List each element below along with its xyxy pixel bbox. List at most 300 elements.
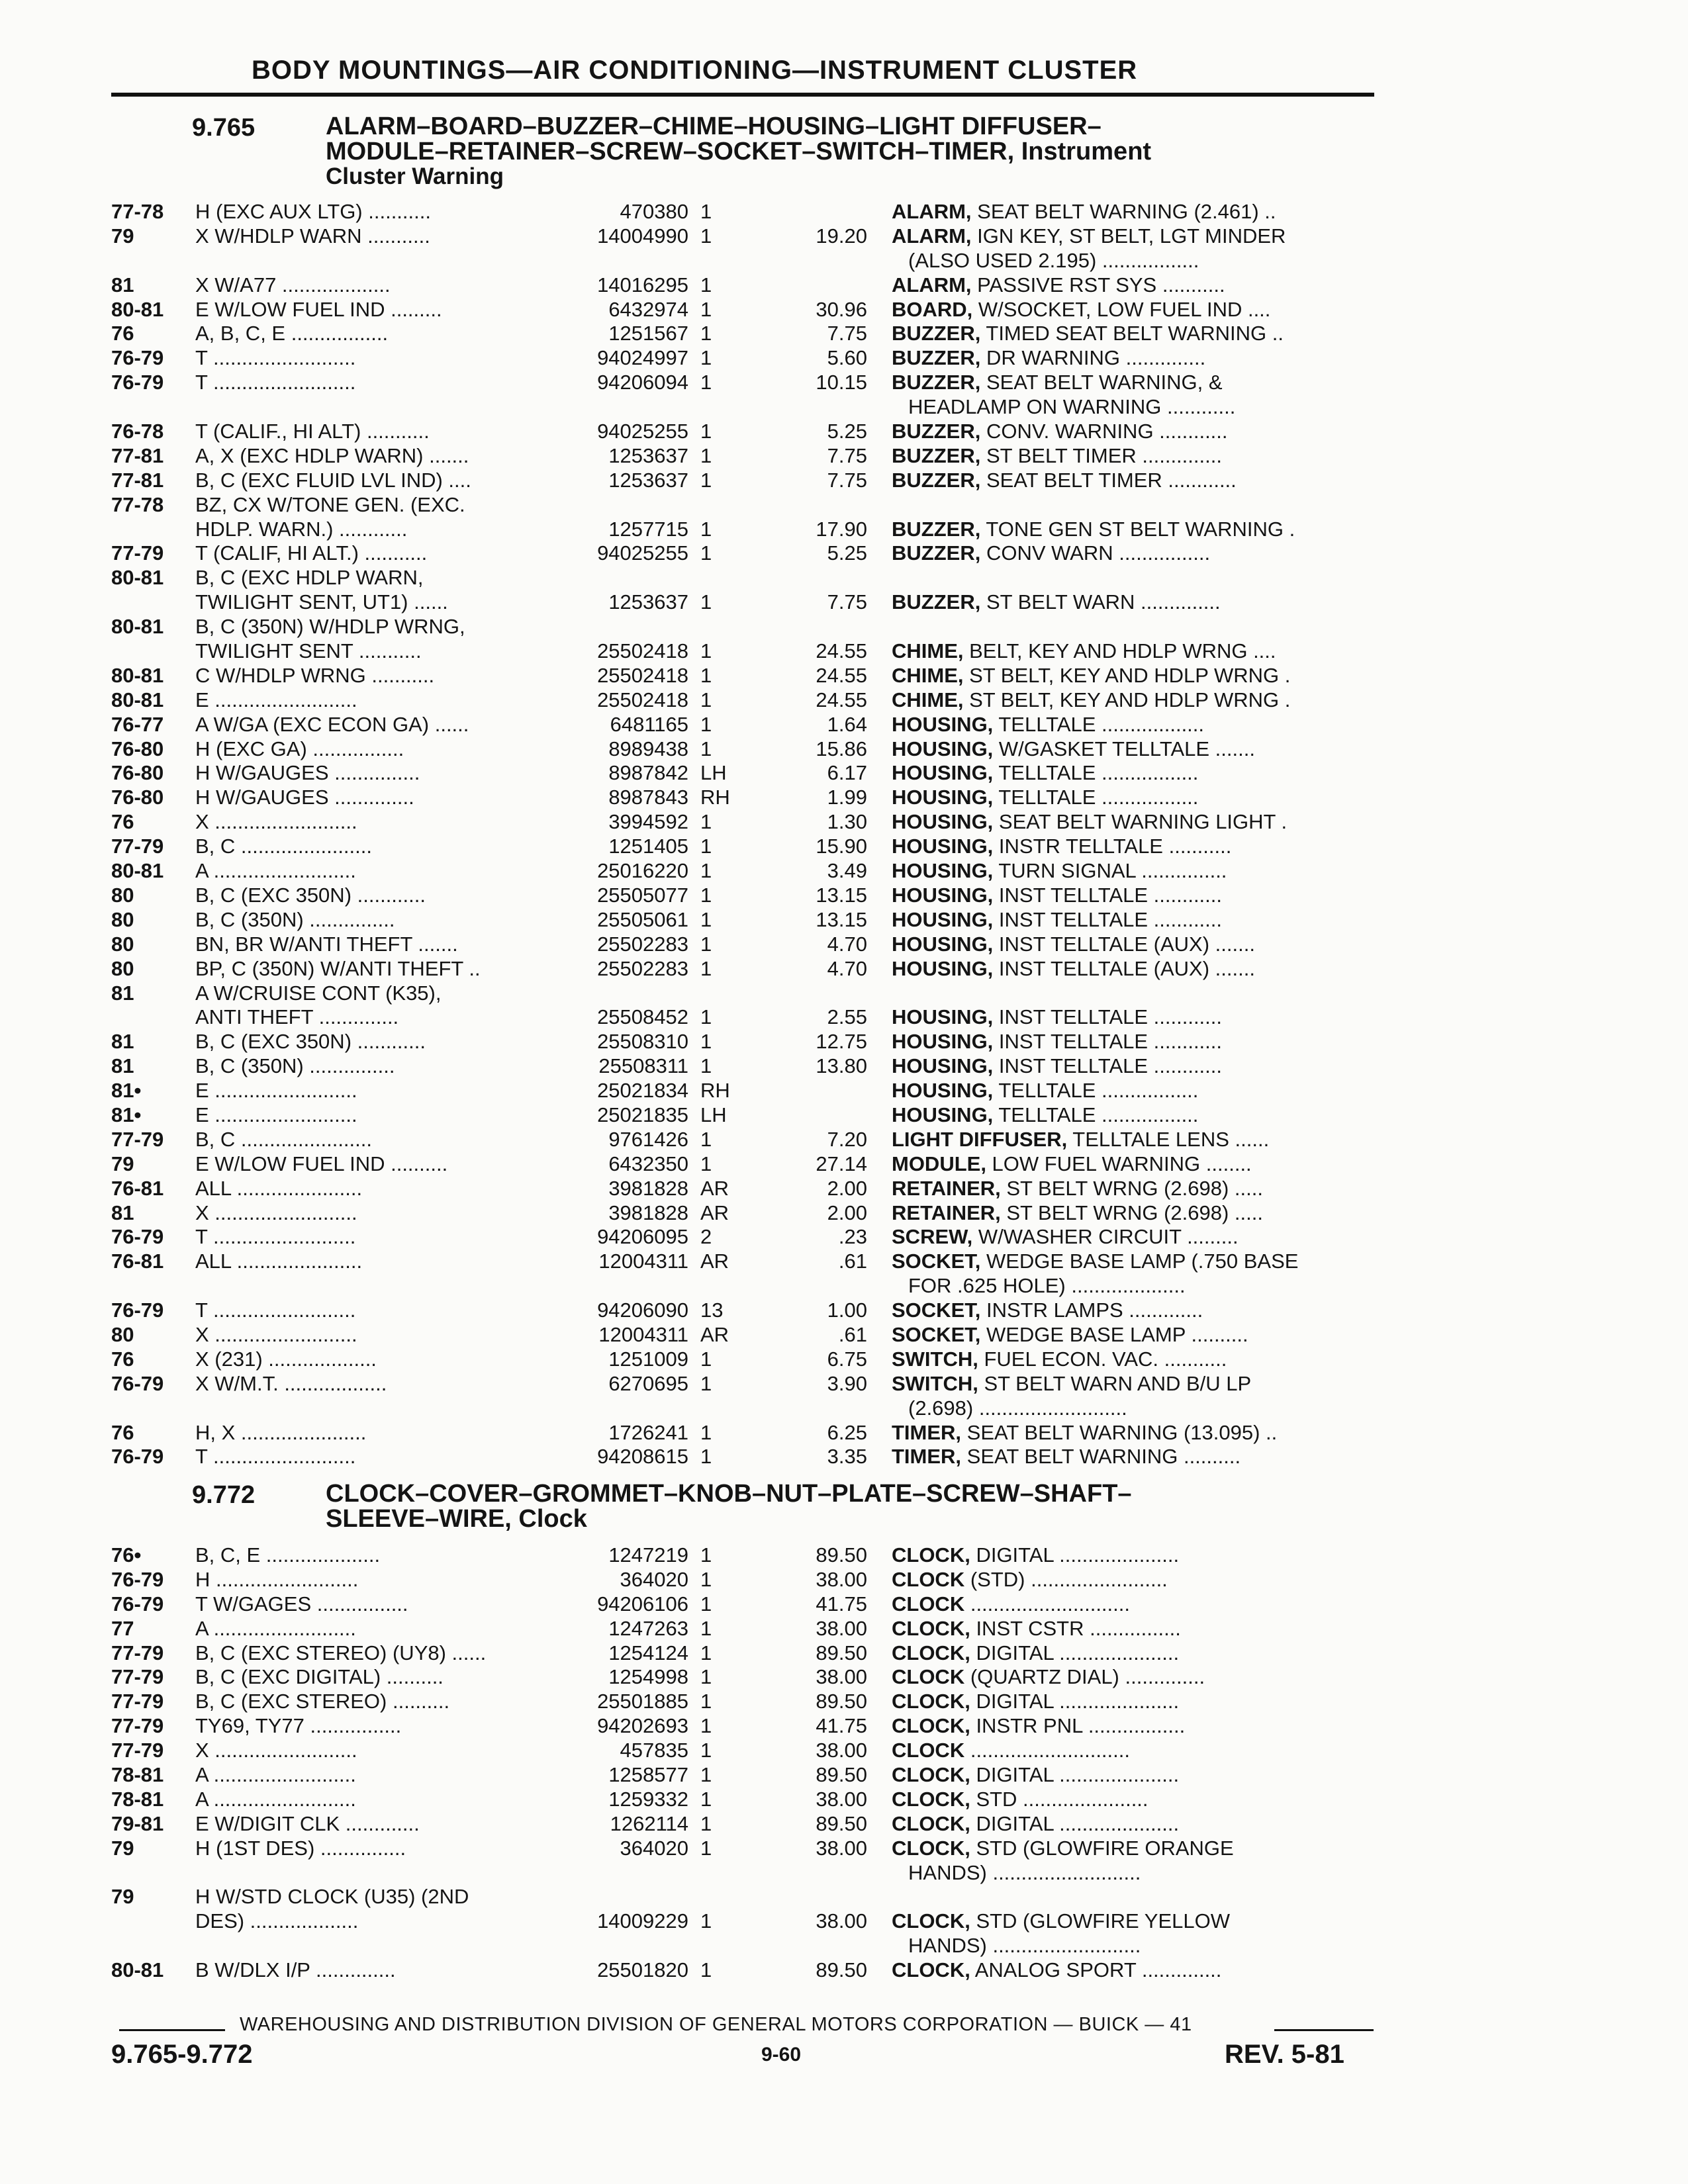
model-year: 77-79 xyxy=(111,1739,164,1762)
usage-text: ALL ...................... xyxy=(195,1176,363,1200)
parts-row xyxy=(0,420,1688,444)
part-name: BOARD, xyxy=(892,297,973,321)
model-year: 76-79 xyxy=(111,1445,164,1469)
quantity: 1 xyxy=(700,1836,712,1860)
parts-row xyxy=(0,493,1688,518)
parts-row xyxy=(0,615,1688,639)
part-number: 8989438 xyxy=(608,737,688,760)
parts-row xyxy=(0,371,1688,395)
price: 89.50 xyxy=(816,1958,867,1982)
part-description xyxy=(892,420,1228,444)
price: 15.90 xyxy=(816,835,867,858)
price: 7.20 xyxy=(827,1127,867,1151)
model-year: 81 xyxy=(111,1201,134,1224)
part-name: HOUSING, xyxy=(892,1054,994,1078)
part-number: 94206094 xyxy=(597,371,688,394)
model-year: 76 xyxy=(111,1347,134,1371)
usage-text: B, C (EXC 350N) ............ xyxy=(195,1030,426,1054)
model-year: 76-79 xyxy=(111,1225,164,1249)
part-name: CLOCK xyxy=(892,1665,965,1689)
parts-row xyxy=(0,1030,1688,1054)
parts-row xyxy=(0,786,1688,810)
usage-text: E ......................... xyxy=(195,688,357,711)
model-year: 77-79 xyxy=(111,1127,164,1151)
model-year: 81 xyxy=(111,1054,134,1078)
part-detail: IGN KEY, ST BELT, LGT MINDER xyxy=(971,224,1286,248)
parts-row xyxy=(0,1396,1688,1421)
parts-row xyxy=(0,1323,1688,1347)
part-detail: W/SOCKET, LOW FUEL IND .... xyxy=(972,297,1271,321)
parts-row xyxy=(0,835,1688,859)
page-header-title: BODY MOUNTINGS—AIR CONDITIONING—INSTRUMENT CLUSTER xyxy=(252,56,1138,85)
part-detail: DIGITAL ..................... xyxy=(970,1811,1180,1835)
part-detail: DIGITAL ..................... xyxy=(970,1641,1180,1664)
model-year: 76• xyxy=(111,1543,142,1567)
usage-text: B, C (350N) W/HDLP WRNG, xyxy=(195,615,465,639)
part-detail: INSTR LAMPS ............. xyxy=(980,1298,1203,1322)
quantity: 1 xyxy=(700,1005,712,1029)
price: 2.00 xyxy=(827,1201,867,1224)
parts-row xyxy=(0,395,1688,420)
part-description xyxy=(892,1812,1179,1837)
footer-division-line: WAREHOUSING AND DISTRIBUTION DIVISION OF GENERAL MOTORS CORPORATION — BUICK — 41 xyxy=(240,2014,1192,2035)
part-description xyxy=(892,1665,1205,1690)
part-detail: STD (GLOWFIRE ORANGE xyxy=(970,1836,1234,1860)
part-description xyxy=(892,1641,1179,1666)
part-description xyxy=(892,639,1276,664)
part-name: BUZZER, xyxy=(892,322,981,345)
quantity: 1 xyxy=(700,1347,712,1371)
part-number: 12004311 xyxy=(598,1250,688,1273)
parts-row xyxy=(0,664,1688,688)
part-number: 364020 xyxy=(620,1836,688,1860)
part-detail: HANDS) .......................... xyxy=(908,1934,1141,1958)
part-number: 6432974 xyxy=(608,297,688,321)
model-year: 81 xyxy=(111,273,134,296)
part-detail: TONE GEN ST BELT WARNING . xyxy=(980,517,1295,541)
usage-text: E W/LOW FUEL IND .......... xyxy=(195,1152,448,1175)
price: 41.75 xyxy=(816,1714,867,1738)
part-description xyxy=(892,371,1223,395)
quantity: LH xyxy=(700,761,727,785)
part-description xyxy=(892,1568,1168,1592)
model-year: 80-81 xyxy=(111,688,164,711)
part-name: BUZZER, xyxy=(892,443,981,467)
quantity: 13 xyxy=(700,1298,724,1322)
price: 6.25 xyxy=(827,1420,867,1444)
part-name: HOUSING, xyxy=(892,932,994,956)
price: 19.20 xyxy=(816,224,867,248)
section-9772-rows xyxy=(0,1543,1688,1983)
part-detail: (QUARTZ DIAL) .............. xyxy=(964,1665,1205,1689)
parts-row xyxy=(0,590,1688,615)
price: 15.86 xyxy=(816,737,867,760)
part-number: 1726241 xyxy=(608,1420,688,1444)
price: 24.55 xyxy=(816,663,867,687)
part-detail: INSTR TELLTALE ........... xyxy=(993,835,1232,858)
part-name: SCREW, xyxy=(892,1225,973,1249)
part-name: CLOCK, xyxy=(892,1787,970,1811)
part-name: CLOCK, xyxy=(892,1714,970,1738)
part-description xyxy=(892,1152,1252,1177)
quantity: 1 xyxy=(700,1811,712,1835)
price: 30.96 xyxy=(816,297,867,321)
model-year: 81• xyxy=(111,1079,142,1103)
part-name: BUZZER, xyxy=(892,346,981,370)
usage-text: X W/A77 ................... xyxy=(195,273,391,296)
part-detail: WEDGE BASE LAMP (.750 BASE xyxy=(980,1250,1299,1273)
part-detail: (STD) ........................ xyxy=(964,1567,1168,1591)
part-number: 1258577 xyxy=(608,1763,688,1787)
model-year: 79 xyxy=(111,224,134,248)
parts-row xyxy=(0,1690,1688,1714)
model-year: 77-79 xyxy=(111,541,164,565)
part-description xyxy=(892,1837,1234,1861)
part-name: RETAINER, xyxy=(892,1176,1001,1200)
part-name: LIGHT DIFFUSER, xyxy=(892,1127,1068,1151)
header-rule xyxy=(111,93,1374,97)
quantity: 1 xyxy=(700,517,712,541)
model-year: 80-81 xyxy=(111,297,164,321)
price: 89.50 xyxy=(816,1763,867,1787)
quantity: 1 xyxy=(700,420,712,443)
price: 3.90 xyxy=(827,1371,867,1395)
quantity: 1 xyxy=(700,200,712,223)
part-detail: TELLTALE LENS ...... xyxy=(1067,1127,1270,1151)
price: 4.70 xyxy=(827,956,867,980)
model-year: 79 xyxy=(111,1152,134,1175)
parts-row xyxy=(0,1543,1688,1568)
part-name: CHIME, xyxy=(892,688,964,711)
usage-text: BZ, CX W/TONE GEN. (EXC. xyxy=(195,492,465,516)
parts-row xyxy=(0,200,1688,224)
quantity: RH xyxy=(700,1079,730,1103)
usage-text: E W/LOW FUEL IND ......... xyxy=(195,297,442,321)
usage-text: TY69, TY77 ................ xyxy=(195,1714,402,1738)
section-title xyxy=(326,114,1151,189)
part-detail: SEAT BELT WARNING (2.461) .. xyxy=(971,200,1276,223)
part-description xyxy=(892,664,1290,688)
parts-row xyxy=(0,273,1688,298)
part-number: 1257715 xyxy=(608,517,688,541)
usage-text: B, C (EXC STEREO) .......... xyxy=(195,1690,450,1713)
usage-text: C W/HDLP WRNG ........... xyxy=(195,663,435,687)
part-description xyxy=(892,884,1222,908)
part-name: HOUSING, xyxy=(892,712,994,736)
part-description xyxy=(892,1079,1198,1103)
part-name: CHIME, xyxy=(892,639,964,663)
part-number: 25508311 xyxy=(598,1054,688,1078)
quantity: 1 xyxy=(700,541,712,565)
footer-revision: REV. 5-81 xyxy=(1225,2040,1344,2069)
part-description xyxy=(892,957,1255,981)
price: 4.70 xyxy=(827,932,867,956)
model-year: 76-80 xyxy=(111,761,164,785)
part-number: 14009229 xyxy=(597,1909,688,1933)
part-name: BUZZER, xyxy=(892,420,981,443)
part-name: HOUSING, xyxy=(892,786,994,809)
part-name: CLOCK xyxy=(892,1739,965,1762)
parts-row xyxy=(0,933,1688,957)
part-number: 1251567 xyxy=(608,322,688,345)
parts-row xyxy=(0,1201,1688,1226)
part-detail: INST TELLTALE (AUX) ....... xyxy=(993,956,1255,980)
part-detail: SEAT BELT TIMER ............ xyxy=(980,468,1237,492)
part-description xyxy=(892,444,1222,469)
quantity: 1 xyxy=(700,639,712,663)
model-year: 76-81 xyxy=(111,1176,164,1200)
part-detail: ANALOG SPORT .............. xyxy=(970,1958,1222,1982)
parts-row xyxy=(0,1054,1688,1079)
usage-text: A ......................... xyxy=(195,859,356,883)
part-detail: PASSIVE RST SYS ........... xyxy=(971,273,1225,296)
quantity: 1 xyxy=(700,1739,712,1762)
part-number: 3981828 xyxy=(608,1201,688,1224)
part-description xyxy=(892,908,1222,933)
quantity: 1 xyxy=(700,1152,712,1175)
part-name: HOUSING, xyxy=(892,1030,994,1054)
model-year: 78-81 xyxy=(111,1763,164,1787)
quantity: RH xyxy=(700,786,730,809)
part-name: CLOCK, xyxy=(892,1909,970,1933)
price: 5.25 xyxy=(827,541,867,565)
usage-text: ALL ...................... xyxy=(195,1250,363,1273)
part-detail: ............................ xyxy=(964,1739,1130,1762)
part-detail: INST TELLTALE ............ xyxy=(993,1005,1223,1029)
part-number: 1253637 xyxy=(608,468,688,492)
usage-text: B, C (EXC 350N) ............ xyxy=(195,883,426,907)
parts-row xyxy=(0,224,1688,249)
quantity: 1 xyxy=(700,322,712,345)
usage-text: A W/GA (EXC ECON GA) ...... xyxy=(195,712,469,736)
quantity: 1 xyxy=(700,932,712,956)
usage-text: E W/DIGIT CLK ............. xyxy=(195,1811,420,1835)
quantity: 1 xyxy=(700,663,712,687)
usage-text: B W/DLX I/P .............. xyxy=(195,1958,396,1982)
model-year: 79 xyxy=(111,1885,134,1909)
quantity: 1 xyxy=(700,956,712,980)
parts-row xyxy=(0,1665,1688,1690)
part-detail: STD (GLOWFIRE YELLOW xyxy=(970,1909,1230,1933)
part-description xyxy=(892,1909,1230,1934)
quantity: 1 xyxy=(700,1690,712,1713)
part-name: CLOCK, xyxy=(892,1811,970,1835)
usage-text: H W/GAUGES .............. xyxy=(195,786,414,809)
part-number: 94024997 xyxy=(597,346,688,370)
quantity: 1 xyxy=(700,273,712,296)
part-description xyxy=(892,1690,1179,1714)
part-description xyxy=(892,761,1198,786)
price: 3.49 xyxy=(827,859,867,883)
part-number: 1247219 xyxy=(608,1543,688,1567)
part-number: 1251009 xyxy=(608,1347,688,1371)
price: 13.15 xyxy=(816,883,867,907)
part-detail: ST BELT WARN AND B/U LP xyxy=(978,1371,1252,1395)
usage-text: B, C (EXC HDLP WARN, xyxy=(195,566,424,590)
usage-text: H W/STD CLOCK (U35) (2ND xyxy=(195,1885,469,1909)
usage-text: A W/CRUISE CONT (K35), xyxy=(195,981,442,1005)
quantity: 1 xyxy=(700,810,712,834)
parts-row xyxy=(0,1837,1688,1861)
part-description xyxy=(892,224,1286,249)
part-number: 25016220 xyxy=(597,859,688,883)
quantity: 1 xyxy=(700,1420,712,1444)
part-description xyxy=(892,1030,1222,1054)
part-number: 9761426 xyxy=(608,1127,688,1151)
model-year: 80 xyxy=(111,1322,134,1346)
part-detail: ST BELT, KEY AND HDLP WRNG . xyxy=(963,688,1291,711)
part-description xyxy=(892,1421,1277,1445)
section-number: 9.765 xyxy=(192,114,256,142)
part-number: 3981828 xyxy=(608,1176,688,1200)
part-number: 457835 xyxy=(620,1739,688,1762)
part-name: HOUSING, xyxy=(892,907,994,931)
part-number: 25021834 xyxy=(597,1079,688,1103)
price: 13.15 xyxy=(816,907,867,931)
part-description xyxy=(892,1543,1179,1568)
parts-row xyxy=(0,1617,1688,1641)
quantity: 1 xyxy=(700,1787,712,1811)
quantity: 1 xyxy=(700,1054,712,1078)
usage-text: T ......................... xyxy=(195,1225,356,1249)
part-detail: W/WASHER CIRCUIT ......... xyxy=(972,1225,1239,1249)
parts-row xyxy=(0,1763,1688,1788)
model-year: 77 xyxy=(111,1616,134,1640)
footer-page-number: 9-60 xyxy=(761,2044,802,2066)
part-name: BUZZER, xyxy=(892,371,981,394)
part-description xyxy=(892,518,1295,542)
part-name: MODULE, xyxy=(892,1152,986,1175)
part-name: SOCKET, xyxy=(892,1322,981,1346)
price: 38.00 xyxy=(816,1665,867,1689)
price: 3.35 xyxy=(827,1445,867,1469)
part-number: 94206095 xyxy=(597,1225,688,1249)
part-detail: DIGITAL ..................... xyxy=(970,1690,1180,1713)
part-detail: ST BELT WRNG (2.698) ..... xyxy=(1000,1176,1263,1200)
parts-row xyxy=(0,908,1688,933)
parts-row xyxy=(0,1568,1688,1592)
section-title-line: ALARM–BOARD–BUZZER–CHIME–HOUSING–LIGHT DIFFUSER– xyxy=(326,113,1102,140)
part-number: 94025255 xyxy=(597,420,688,443)
usage-text: HDLP. WARN.) ............ xyxy=(195,517,408,541)
part-detail: STD ...................... xyxy=(970,1787,1149,1811)
quantity: AR xyxy=(700,1250,729,1273)
price: 89.50 xyxy=(816,1543,867,1567)
part-detail: SEAT BELT WARNING (13.095) .. xyxy=(961,1420,1278,1444)
section-number: 9.772 xyxy=(192,1481,256,1509)
part-number: 1251405 xyxy=(608,835,688,858)
usage-text: B, C (350N) ............... xyxy=(195,907,395,931)
parts-row xyxy=(0,1103,1688,1128)
parts-row xyxy=(0,1714,1688,1739)
parts-row xyxy=(0,1958,1688,1983)
price: 7.75 xyxy=(827,468,867,492)
part-number: 1253637 xyxy=(608,443,688,467)
parts-row xyxy=(0,1909,1688,1934)
model-year: 76-79 xyxy=(111,371,164,394)
part-description xyxy=(908,1396,1127,1421)
quantity: 1 xyxy=(700,1909,712,1933)
part-number: 25505077 xyxy=(597,883,688,907)
price: 38.00 xyxy=(816,1909,867,1933)
part-detail: TURN SIGNAL ............... xyxy=(993,859,1227,883)
price: 38.00 xyxy=(816,1787,867,1811)
model-year: 80-81 xyxy=(111,615,164,639)
quantity: 1 xyxy=(700,1616,712,1640)
part-description xyxy=(892,1347,1227,1372)
price: .23 xyxy=(838,1225,867,1249)
model-year: 77-79 xyxy=(111,1690,164,1713)
usage-text: B, C (EXC DIGITAL) .......... xyxy=(195,1665,444,1689)
model-year: 77-81 xyxy=(111,443,164,467)
model-year: 81 xyxy=(111,1030,134,1054)
part-number: 25505061 xyxy=(597,907,688,931)
part-description xyxy=(892,1103,1198,1128)
part-detail: INST TELLTALE ............ xyxy=(993,907,1223,931)
model-year: 76-80 xyxy=(111,737,164,760)
part-name: SOCKET, xyxy=(892,1250,981,1273)
usage-text: T ......................... xyxy=(195,371,356,394)
parts-row xyxy=(0,1250,1688,1274)
part-number: 14004990 xyxy=(597,224,688,248)
part-description xyxy=(892,273,1225,298)
part-detail: CONV WARN ................ xyxy=(980,541,1211,565)
model-year: 76-78 xyxy=(111,420,164,443)
part-detail: (2.698) .......................... xyxy=(908,1396,1127,1420)
part-name: HOUSING, xyxy=(892,810,994,834)
usage-text: T ......................... xyxy=(195,346,356,370)
model-year: 80 xyxy=(111,907,134,931)
part-name: CLOCK xyxy=(892,1567,965,1591)
part-detail: SEAT BELT WARNING .......... xyxy=(961,1445,1241,1469)
quantity: 1 xyxy=(700,1714,712,1738)
section-title-line: MODULE–RETAINER–SCREW–SOCKET–SWITCH–TIMER, Instrument xyxy=(326,138,1152,165)
part-number: 94025255 xyxy=(597,541,688,565)
model-year: 77-79 xyxy=(111,1665,164,1689)
parts-row xyxy=(0,1592,1688,1617)
part-description xyxy=(892,810,1287,835)
model-year: 79 xyxy=(111,1836,134,1860)
part-name: HOUSING, xyxy=(892,1103,994,1126)
model-year: 77-78 xyxy=(111,200,164,223)
part-description xyxy=(892,1323,1248,1347)
usage-text: B, C, E .................... xyxy=(195,1543,381,1567)
quantity: 1 xyxy=(700,883,712,907)
footer-section-range: 9.765-9.772 xyxy=(111,2040,253,2069)
part-description xyxy=(908,1861,1141,1886)
usage-text: H (1ST DES) ............... xyxy=(195,1836,406,1860)
footer-rule-right xyxy=(1274,2029,1374,2031)
part-number: 1254998 xyxy=(608,1665,688,1689)
part-description xyxy=(892,859,1227,884)
part-number: 25508452 xyxy=(597,1005,688,1029)
quantity: 1 xyxy=(700,907,712,931)
usage-text: TWILIGHT SENT ........... xyxy=(195,639,422,663)
price: 6.17 xyxy=(827,761,867,785)
part-description xyxy=(892,737,1255,762)
price: 1.99 xyxy=(827,786,867,809)
part-description xyxy=(892,933,1255,957)
part-description xyxy=(892,1788,1149,1812)
parts-row xyxy=(0,346,1688,371)
quantity: 1 xyxy=(700,1543,712,1567)
part-description xyxy=(892,1177,1263,1201)
price: 17.90 xyxy=(816,517,867,541)
part-number: 364020 xyxy=(620,1567,688,1591)
price: 12.75 xyxy=(816,1030,867,1054)
model-year: 77-81 xyxy=(111,468,164,492)
usage-text: T W/GAGES ................ xyxy=(195,1592,408,1615)
